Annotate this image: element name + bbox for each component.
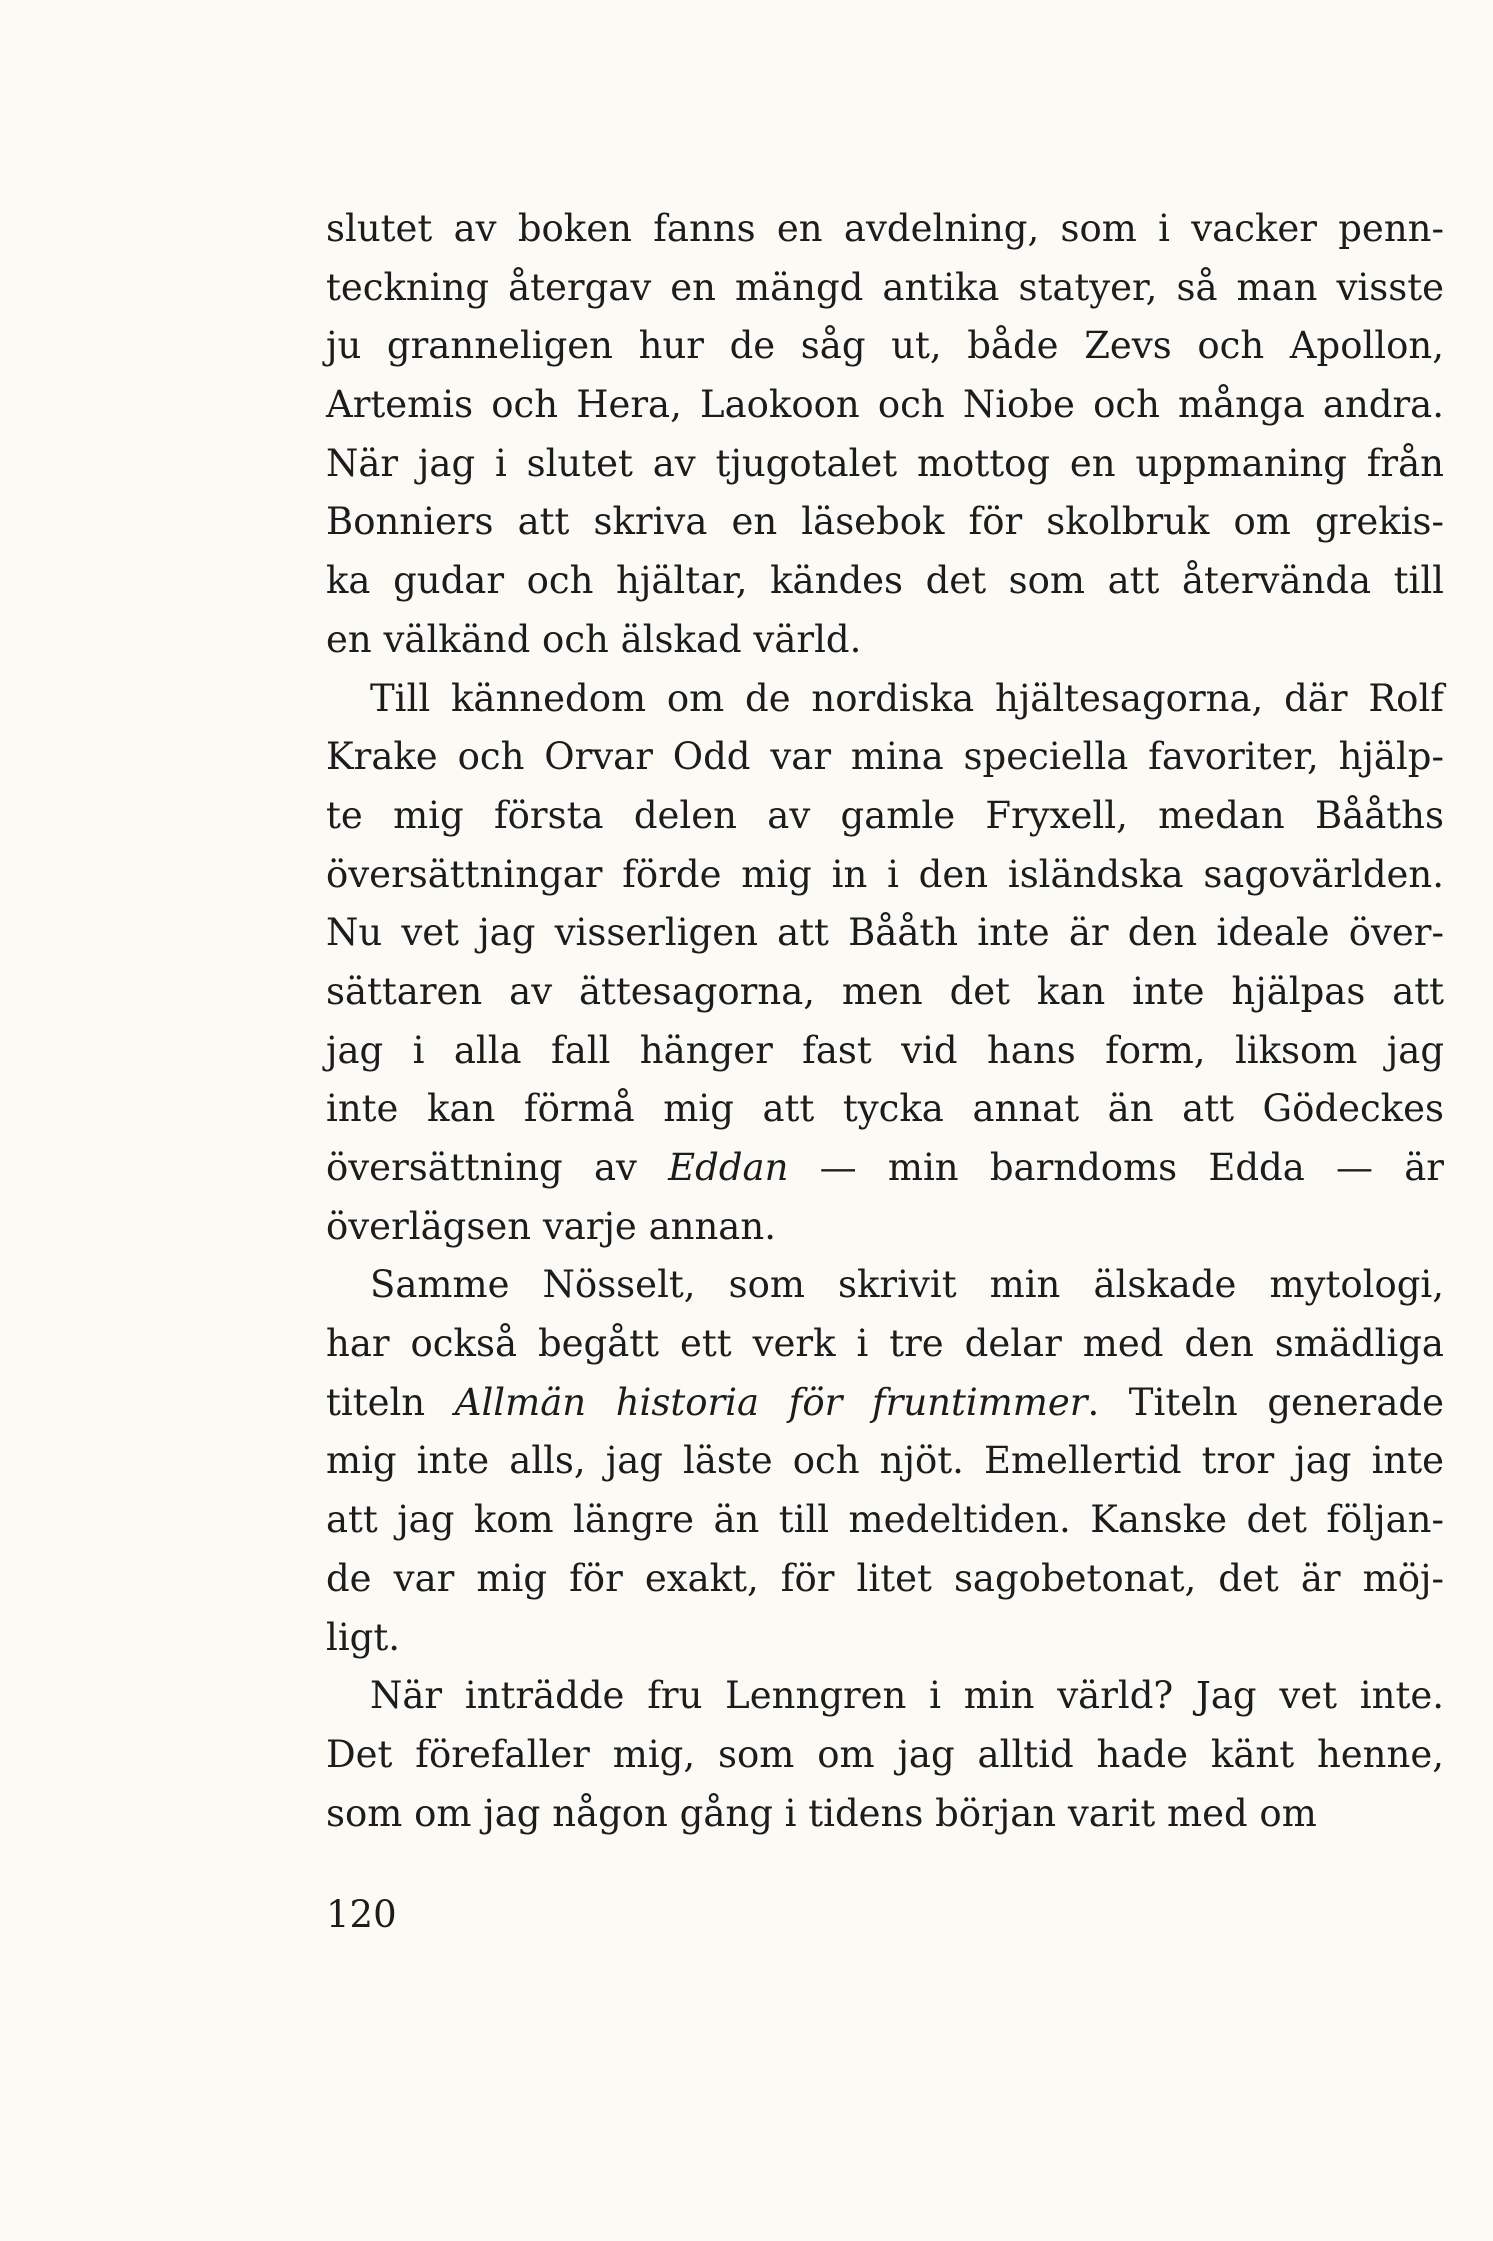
text-segment: titeln bbox=[326, 1380, 455, 1424]
text-line bbox=[326, 728, 1444, 787]
text-segment: en välkänd och älskad värld. bbox=[326, 617, 862, 661]
text-segment: de var mig för exakt, för litet sagobetonat, det är möj- bbox=[326, 1556, 1444, 1600]
text-segment: teckning återgav en mängd antika statyer, så man visste bbox=[326, 265, 1444, 309]
italic-title: Eddan bbox=[668, 1146, 789, 1189]
text-segment: att jag kom längre än till medeltiden. Kanske det följan- bbox=[326, 1498, 1444, 1542]
text-line bbox=[326, 670, 1444, 729]
text-segment: . Titeln generade bbox=[1087, 1380, 1444, 1424]
text-segment: Krake och Orvar Odd var mina speciella favoriter, hjälp- bbox=[326, 735, 1444, 779]
text-line bbox=[326, 787, 1444, 846]
text-line bbox=[326, 1315, 1444, 1374]
text-segment: Till kännedom om de nordiska hjältesagorna, där Rolf bbox=[370, 676, 1444, 720]
text-line bbox=[326, 435, 1444, 494]
text-line bbox=[326, 904, 1444, 963]
text-line bbox=[326, 963, 1444, 1022]
text-segment: Samme Nösselt, som skrivit min älskade mytologi, bbox=[370, 1263, 1444, 1307]
text-line bbox=[326, 552, 1444, 611]
text-line bbox=[326, 376, 1444, 435]
text-segment: När inträdde fru Lenngren i min värld? Jag vet inte. bbox=[370, 1674, 1444, 1718]
page-number: 120 bbox=[326, 1893, 397, 1936]
text-line bbox=[326, 1139, 1444, 1198]
text-line bbox=[326, 1550, 1444, 1609]
text-segment: överlägsen varje annan. bbox=[326, 1204, 776, 1248]
text-line bbox=[326, 1374, 1444, 1433]
text-segment: inte kan förmå mig att tycka annat än att Gödeckes bbox=[326, 1087, 1444, 1131]
italic-title: Allmän historia för fruntimmer bbox=[454, 1380, 1088, 1424]
paragraph bbox=[326, 200, 1444, 670]
text-line bbox=[326, 1726, 1444, 1785]
text-segment: te mig första delen av gamle Fryxell, medan Bååths bbox=[326, 793, 1444, 837]
text-segment: ka gudar och hjältar, kändes det som att återvända till bbox=[326, 559, 1444, 603]
text-segment: ligt. bbox=[326, 1615, 400, 1659]
text-line bbox=[326, 1432, 1444, 1491]
text-segment: översättning av bbox=[326, 1146, 669, 1189]
text-line bbox=[326, 611, 1444, 670]
text-segment: som om jag någon gång i tidens början varit med om bbox=[326, 1791, 1317, 1835]
text-segment: När jag i slutet av tjugotalet mottog en uppmaning från bbox=[326, 441, 1444, 485]
body-text bbox=[326, 200, 1444, 1843]
text-line bbox=[326, 1785, 1444, 1844]
text-segment: sättaren av ättesagorna, men det kan inte hjälpas att bbox=[326, 969, 1444, 1013]
text-line bbox=[326, 1667, 1444, 1726]
text-line bbox=[326, 1022, 1444, 1081]
text-line bbox=[326, 1080, 1444, 1139]
text-line bbox=[326, 1198, 1444, 1257]
text-segment: har också begått ett verk i tre delar med den smädliga bbox=[326, 1322, 1444, 1366]
text-line bbox=[326, 846, 1444, 905]
text-line bbox=[326, 317, 1444, 376]
text-line bbox=[326, 259, 1444, 318]
paragraph bbox=[326, 670, 1444, 1257]
paragraph bbox=[326, 1256, 1444, 1667]
text-line bbox=[326, 1256, 1444, 1315]
text-segment: ju granneligen hur de såg ut, både Zevs och Apollon, bbox=[326, 324, 1444, 368]
text-segment: jag i alla fall hänger fast vid hans form, liksom jag bbox=[326, 1028, 1444, 1072]
text-segment: Artemis och Hera, Laokoon och Niobe och många andra. bbox=[326, 383, 1444, 427]
text-segment: Det förefaller mig, som om jag alltid hade känt henne, bbox=[326, 1732, 1444, 1776]
text-line bbox=[326, 1609, 1444, 1668]
text-line bbox=[326, 200, 1444, 259]
text-segment: — min barndoms Edda — är bbox=[788, 1146, 1444, 1189]
text-segment: slutet av boken fanns en avdelning, som i vacker penn- bbox=[326, 207, 1444, 250]
text-line bbox=[326, 1491, 1444, 1550]
text-segment: Bonniers att skriva en läsebok för skolbruk om grekis- bbox=[326, 500, 1444, 544]
text-segment: översättningar förde mig in i den isländska sagovärlden. bbox=[326, 852, 1444, 896]
text-segment: Nu vet jag visserligen att Bååth inte är den ideale över- bbox=[326, 911, 1444, 955]
text-line bbox=[326, 493, 1444, 552]
paragraph bbox=[326, 1667, 1444, 1843]
text-segment: mig inte alls, jag läste och njöt. Emellertid tror jag inte bbox=[326, 1439, 1444, 1483]
